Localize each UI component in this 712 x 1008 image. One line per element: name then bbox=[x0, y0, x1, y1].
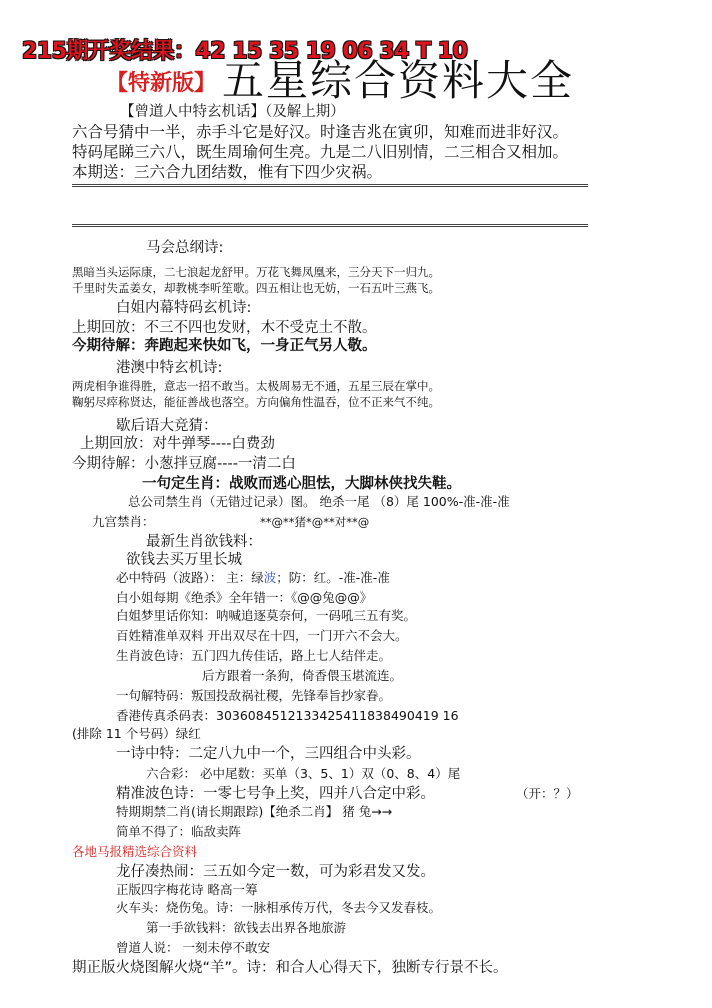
must-wave-blue: 波 bbox=[263, 570, 277, 585]
poem-line: 本期送：三六合九团结数，惟有下四少灾祸。 bbox=[72, 163, 383, 181]
poem-line: 鞠躬尽瘁称贤达，能征善战也落空。方向偏角性温吞，位不正来气不纯。 bbox=[72, 395, 440, 409]
nine-palace-value: **@**猪*@**对**@ bbox=[260, 515, 370, 529]
one-sentence-code: 一句解特码：叛国投敌祸社稷，先锋奉旨抄家眷。 bbox=[116, 688, 392, 703]
last-period-review: 上期回放：不三不四也发财，木不受克土不散。 bbox=[72, 320, 377, 336]
edition-badge: 【特新版】 bbox=[106, 71, 217, 96]
poem-line: 两虎相争谁得胜，意志一招不敢当。太极周易无不通，五星三辰在掌中。 bbox=[72, 379, 440, 393]
train-head-poem: 火车头：烧伤兔。诗：一脉相承传万代，冬去今又发春枝。 bbox=[116, 900, 442, 915]
section-heading: 歇后语大竞猜： bbox=[116, 418, 218, 434]
tail-number-pick: 六合彩： 必中尾数：买单（3、5、1）双（0、8、4）尾 bbox=[146, 766, 461, 781]
first-hand-riddle: 第一手欲钱料：欲钱去出界各地旅游 bbox=[146, 920, 347, 935]
last-period-review: 上期回放：对牛弹琴----白费劲 bbox=[80, 436, 275, 452]
head-office-ban: 总公司禁生肖（无错过记录）图。 绝杀一尾 （8）尾 100%-准-准-准 bbox=[128, 494, 510, 509]
section-heading: 最新生肖欲钱料： bbox=[146, 534, 262, 550]
section-heading: 【曾道人中特玄机话】（及解上期） bbox=[120, 104, 345, 120]
current-period-riddle: 今期待解：小葱拌豆腐----一清二白 bbox=[72, 456, 296, 472]
poem-line: 千里时失孟姜女，却教桃李听笙歌。四五相让也无妨，一石五叶三燕飞。 bbox=[72, 281, 440, 295]
precise-wave-poem: 精准波色诗：一零七号争上奖，四并八合定中彩。 bbox=[116, 786, 435, 802]
poem-line: 六合号猜中一半，赤手斗它是好汉。时逢吉兆在寅卯，知难而进非好汉。 bbox=[72, 123, 569, 141]
hk-kill-table: 香港传真杀码表：3036084512133425411838490419 16 bbox=[116, 708, 459, 723]
draw-result-banner: 215期开奖结果：42 15 35 19 06 34 T 10 bbox=[22, 39, 468, 64]
section-heading: 港澳中特玄机诗: bbox=[116, 360, 223, 376]
money-riddle: 欲钱去买万里长城 bbox=[126, 552, 242, 568]
zodiac-wave-poem: 生肖波色诗：五门四九传佳话，路上七人结伴走。 bbox=[116, 648, 392, 663]
plum-blossom-poem: 正版四字梅花诗 略高一筹 bbox=[116, 882, 258, 897]
poem-line: 特码尾睇三六八，既生周瑜何生亮。九是二八旧别情，二三相合又相加。 bbox=[72, 143, 569, 161]
banned-two-zodiac: 特期期禁二肖(请长期跟踪)【绝杀二肖】 猪 兔→→ bbox=[116, 804, 393, 819]
section-heading: 白姐内幕特码玄机诗: bbox=[116, 300, 252, 316]
regional-heading: 各地马报精选综合资料 bbox=[72, 844, 198, 859]
open-result-label: （开：？） bbox=[516, 786, 579, 801]
must-wave-line bbox=[116, 568, 390, 586]
section-heading: 马会总纲诗: bbox=[146, 240, 224, 256]
must-wave-label: 必中特码（波路）： bbox=[116, 570, 223, 585]
divider bbox=[72, 184, 588, 187]
zeng-says: 曾道人说： 一刻未停不敢安 bbox=[116, 940, 270, 955]
simple-riddle: 简单不得了：临敌卖阵 bbox=[116, 824, 242, 839]
page-title: 五星综合资料大全 bbox=[222, 56, 575, 105]
must-wave-rest: ；防：红。-准-准-准 bbox=[276, 570, 390, 585]
exclude-numbers: (排除 11 个号码）绿红 bbox=[72, 726, 201, 741]
poem-line: 黑暗当头运际康，二七浪起龙舒甲。万花飞舞凤凰来，三分天下一归九。 bbox=[72, 265, 440, 279]
must-wave-main: 主：绿 bbox=[226, 570, 264, 585]
one-sentence-zodiac: 一句定生肖：战败而逃心胆怯，大脚林侠找失鞋。 bbox=[142, 476, 461, 492]
zodiac-wave-poem: 后方跟着一条狗，倚香偎玉堪流连。 bbox=[202, 668, 403, 683]
odd-even-poem: 百姓精准单双料 开出双尽在十四，一门开六不会大。 bbox=[116, 628, 408, 643]
dream-poem: 白姐梦里话你知：呐喊追逐莫奈何，一码吼三五有奖。 bbox=[116, 608, 417, 623]
poem-line: 一诗中特：二定八九中一个，三四组合中头彩。 bbox=[116, 746, 421, 762]
fire-map-poem: 期正版火烧图解火烧“羊”。诗：和合人心得天下，独断专行景不长。 bbox=[72, 960, 508, 976]
divider bbox=[72, 224, 588, 227]
current-period-riddle: 今期待解：奔跑起来快如飞，一身正气另人敬。 bbox=[72, 338, 377, 354]
dragon-poem: 龙仔凑热闹：三五如今定一数，可为彩君发又发。 bbox=[116, 864, 435, 880]
xiaojie-kill: 白小姐每期《绝杀》全年错一：《@@兔@@》 bbox=[116, 590, 373, 605]
nine-palace-label: 九宫禁肖： bbox=[92, 514, 155, 529]
